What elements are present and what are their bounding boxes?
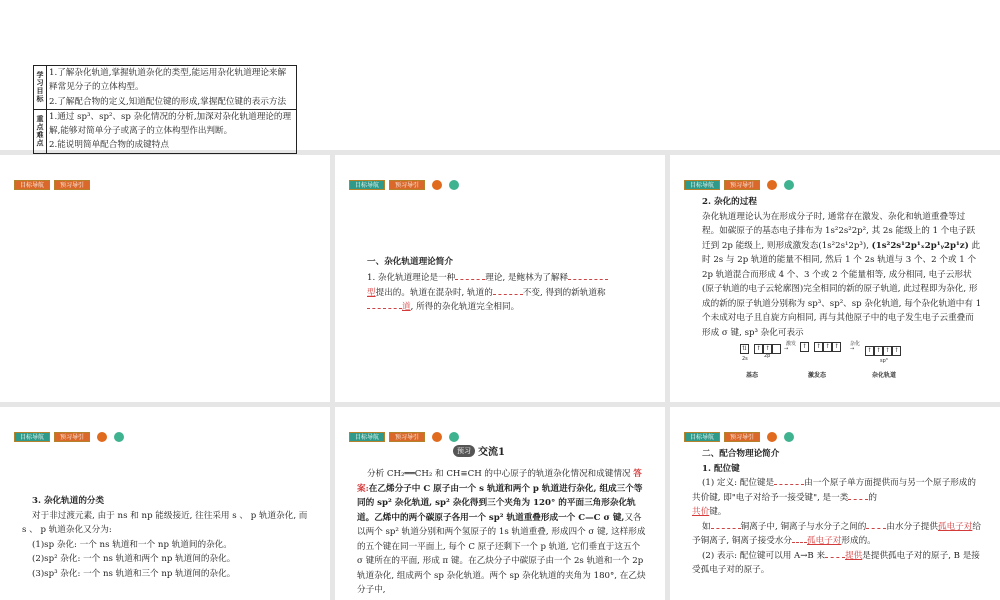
slide-learning-goals[interactable] (0, 155, 330, 402)
answer-underline: 提供 (845, 550, 863, 561)
tab-preview-guide[interactable]: 预习导引 (724, 180, 760, 190)
orange-dot-icon (97, 432, 107, 442)
fill-blank[interactable] (848, 491, 868, 500)
goals-label: 学习目标 (34, 66, 47, 110)
ground-state-boxes: ⇅ ↑ ↑ (740, 344, 781, 363)
fill-blank[interactable] (568, 271, 608, 280)
answer-label: 答案: (357, 469, 642, 494)
label-hybrid-orbital: 杂化轨道 (872, 372, 897, 379)
slide-nav (349, 180, 459, 190)
section-body (22, 494, 312, 581)
tab-preview-guide[interactable]: 预习导引 (54, 180, 90, 190)
fill-blank[interactable] (792, 534, 807, 543)
fill-blank[interactable] (774, 476, 804, 485)
sub-heading: 1. 配位键 (702, 463, 740, 474)
fill-blank[interactable] (367, 300, 402, 309)
slide-nav (349, 432, 459, 442)
paragraph: 对于非过渡元素, 由于 ns 和 np 能级接近, 往往采用 s 、 p 轨道杂化, 而 s 、 p 轨道杂化又分为: (22, 510, 308, 535)
paragraph: 此时 2s 与 2p 轨道的能量不相同, 然后 1 个 2s 轨道与 3 个、2 个或 1 个 2p 轨道混合而形成 4 个、3 个或 2 个能量相等, 成分相同, 电子云形状(原子轨道的电子云轮廓图)完全相同的新的原子轨道, 此过程即为杂化, 形成的新的原子轨道分别称为 sp³、sp²、sp 杂化轨道, 每个杂化轨道中有 1 个未成对电子且自旋方向相同, 再与其他原子中的电子发生电子云重叠而形成 σ 键, sp³ 杂化可表示 (702, 240, 982, 338)
label-2s: 2s (742, 356, 748, 362)
tab-preview-guide[interactable]: 预习导引 (54, 432, 90, 442)
orange-dot-icon (432, 180, 442, 190)
excited-state-boxes: ↑ ↑ ↑ ↑ (801, 343, 840, 350)
tab-goal-nav[interactable]: 目标导航 (684, 432, 720, 442)
slide-nav (684, 180, 794, 190)
arrow-right-icon: → (850, 346, 855, 352)
answer-underline: 孤电子对 (937, 521, 973, 532)
text: (1) 定义: 配位键是 (702, 478, 775, 488)
tab-preview-guide[interactable]: 预习导引 (724, 432, 760, 442)
answer-underline: 共价 (692, 507, 710, 517)
text: 是提供孤电子对的原子, B 是接受孤电子对的原子。 (692, 550, 980, 575)
list-item: (2)sp² 杂化: 一个 ns 轨道和两个 np 轨道间的杂化。 (32, 554, 236, 564)
section-body (702, 195, 982, 340)
hybrid-boxes: ↑ ↑ ↑ ↑ (866, 347, 900, 354)
answer-highlight: 在乙烯分子中 C 原子由一个 s 轨道和两个 p 轨道进行杂化, 组成三个等同的 sp² 杂化轨道, sp² 杂化得到三个夹角为 120° 的平面三角形杂化轨道。乙烯中的两个碳原子各用一个 sp² 轨道重叠形成一个 C—C σ 键, (357, 483, 643, 523)
section-body (692, 447, 982, 578)
tab-preview-guide[interactable]: 预习导引 (389, 432, 425, 442)
text: 如 (702, 521, 711, 532)
arrow-right-icon: → (784, 346, 789, 352)
tab-goal-nav[interactable]: 目标导航 (14, 432, 50, 442)
exchange-body (357, 467, 647, 598)
fill-blank[interactable] (455, 271, 485, 280)
slide-nav (14, 180, 90, 190)
answer-underline: 孤电子对 (807, 536, 842, 546)
text: 由一个原子单方面提供而与另一个原子形成的共价键, 即"电子对给予一接受键", 是一类 (692, 478, 976, 503)
tab-goal-nav[interactable]: 目标导航 (349, 180, 385, 190)
arrow-label-hybrid: 杂化 (850, 341, 861, 347)
fill-blank[interactable] (493, 286, 523, 295)
list-item: (1)sp 杂化: 一个 ns 轨道和一个 np 轨道间的杂化。 (32, 539, 232, 550)
section-heading: 二、配合物理论简介 (702, 449, 780, 459)
formula: (1s²2s¹2p¹ₓ2p¹ᵧ2p¹z) (871, 240, 969, 251)
label-excited-state: 激发态 (808, 372, 827, 379)
section-heading: 一、杂化轨道理论简介 (367, 257, 453, 267)
text: 形成的。 (841, 536, 876, 546)
teal-dot-icon (784, 180, 794, 190)
slide-coordination-theory[interactable] (670, 407, 1000, 600)
fill-blank[interactable] (866, 520, 886, 529)
text: (2) 表示: 配位键可以用 A→B 来 (702, 550, 826, 561)
text: 键。 (709, 507, 727, 517)
list-item: (3)sp³ 杂化: 一个 ns 轨道和三个 np 轨道间的杂化。 (32, 568, 236, 579)
section-heading: 3. 杂化轨道的分类 (32, 496, 105, 506)
label-ground-state: 基态 (746, 372, 759, 379)
label-2p: 2p (764, 353, 771, 359)
text: 铜离子中, 铜离子与水分子之间的 (740, 521, 867, 532)
slide-nav (14, 432, 124, 442)
tab-goal-nav[interactable]: 目标导航 (14, 180, 50, 190)
text: 的 (868, 492, 877, 503)
label-sp3: sp³ (880, 358, 888, 364)
text: 由水分子提供 (886, 521, 938, 532)
orange-dot-icon (432, 432, 442, 442)
slide-hybrid-classification[interactable] (0, 407, 330, 600)
tab-goal-nav[interactable]: 目标导航 (349, 432, 385, 442)
teal-dot-icon (114, 432, 124, 442)
key-point-item: 1.通过 sp³、sp²、sp 杂化情况的分析,加深对杂化轨道理论的理解,能够对简单分子或离子的立体构型作出判断。 (49, 111, 292, 137)
exchange-title: 交流1 (478, 447, 505, 458)
teal-dot-icon (784, 432, 794, 442)
section-heading: 2. 杂化的过程 (702, 197, 757, 207)
goals-cell (47, 66, 297, 110)
key-point-item: 2.能说明简单配合物的成键特点 (49, 140, 169, 151)
tab-preview-guide[interactable]: 预习导引 (389, 180, 425, 190)
fill-blank[interactable] (825, 549, 845, 558)
goals-table (33, 65, 297, 154)
orbital-diagram (740, 342, 910, 382)
paragraph: 1. 杂化轨道理论是一种 理论, 是鲍林为了解释 型提出的。轨道在混杂时, 轨道的 不变, 得到的新轨道称 道, 所得的杂化轨道完全相同。 (367, 271, 652, 315)
goal-item: 2.了解配合物的定义,知道配位键的形成,掌握配位键的表示方法 (49, 96, 287, 107)
text: 给予铜离子, 铜离子接受水分 (692, 521, 981, 546)
teal-dot-icon (449, 432, 459, 442)
preview-bubble: 预习 (453, 445, 475, 457)
teal-dot-icon (449, 180, 459, 190)
orange-dot-icon (767, 432, 777, 442)
paragraph: 杂化轨道理论认为在形成分子时, 通常存在激发、杂化和轨道重叠等过程。如碳原子的基态电子排布为 1s²2s²2p², 其 2s 能级上的 1 个电子跃迁到 2p 能级上, 则形成激发态(1s²2s¹2p³), (702, 211, 976, 251)
slide-preview-exchange[interactable] (335, 407, 665, 600)
key-points-label: 重点难点 (34, 109, 47, 153)
slide-nav (684, 432, 794, 442)
goal-item: 1.了解杂化轨道,掌握轨道杂化的类型,能运用杂化轨道理论来解释常见分子的立体构型。 (49, 68, 287, 93)
exchange-banner (453, 443, 505, 458)
question: 分析 CH₂══CH₂ 和 CH≡CH 的中心原子的轨道杂化情况和成键情况 (367, 469, 631, 479)
fill-blank[interactable] (711, 520, 741, 529)
answer-text: 又各以两个 sp² 轨道分别和两个氢原子的 1s 轨道重叠, 形成四个 σ 键, 这样形成的五个键在同一平面上, 每个 C 原子还剩下一个 p 轨道, 它们垂直于这五个 σ 键所在的平面, 形成 π 键。在乙炔分子中碳原子由一个 2s 轨道和一个 2p 轨道杂化, 组成两个 sp 杂化轨道。两个 sp 杂化轨道的夹角为 180°, 在乙炔分子中, (357, 512, 646, 595)
slide-hybrid-theory-intro[interactable] (335, 155, 665, 402)
arrow-label-excite: 激发 (786, 341, 797, 347)
orange-dot-icon (767, 180, 777, 190)
tab-goal-nav[interactable]: 目标导航 (684, 180, 720, 190)
key-points-cell (47, 109, 297, 153)
